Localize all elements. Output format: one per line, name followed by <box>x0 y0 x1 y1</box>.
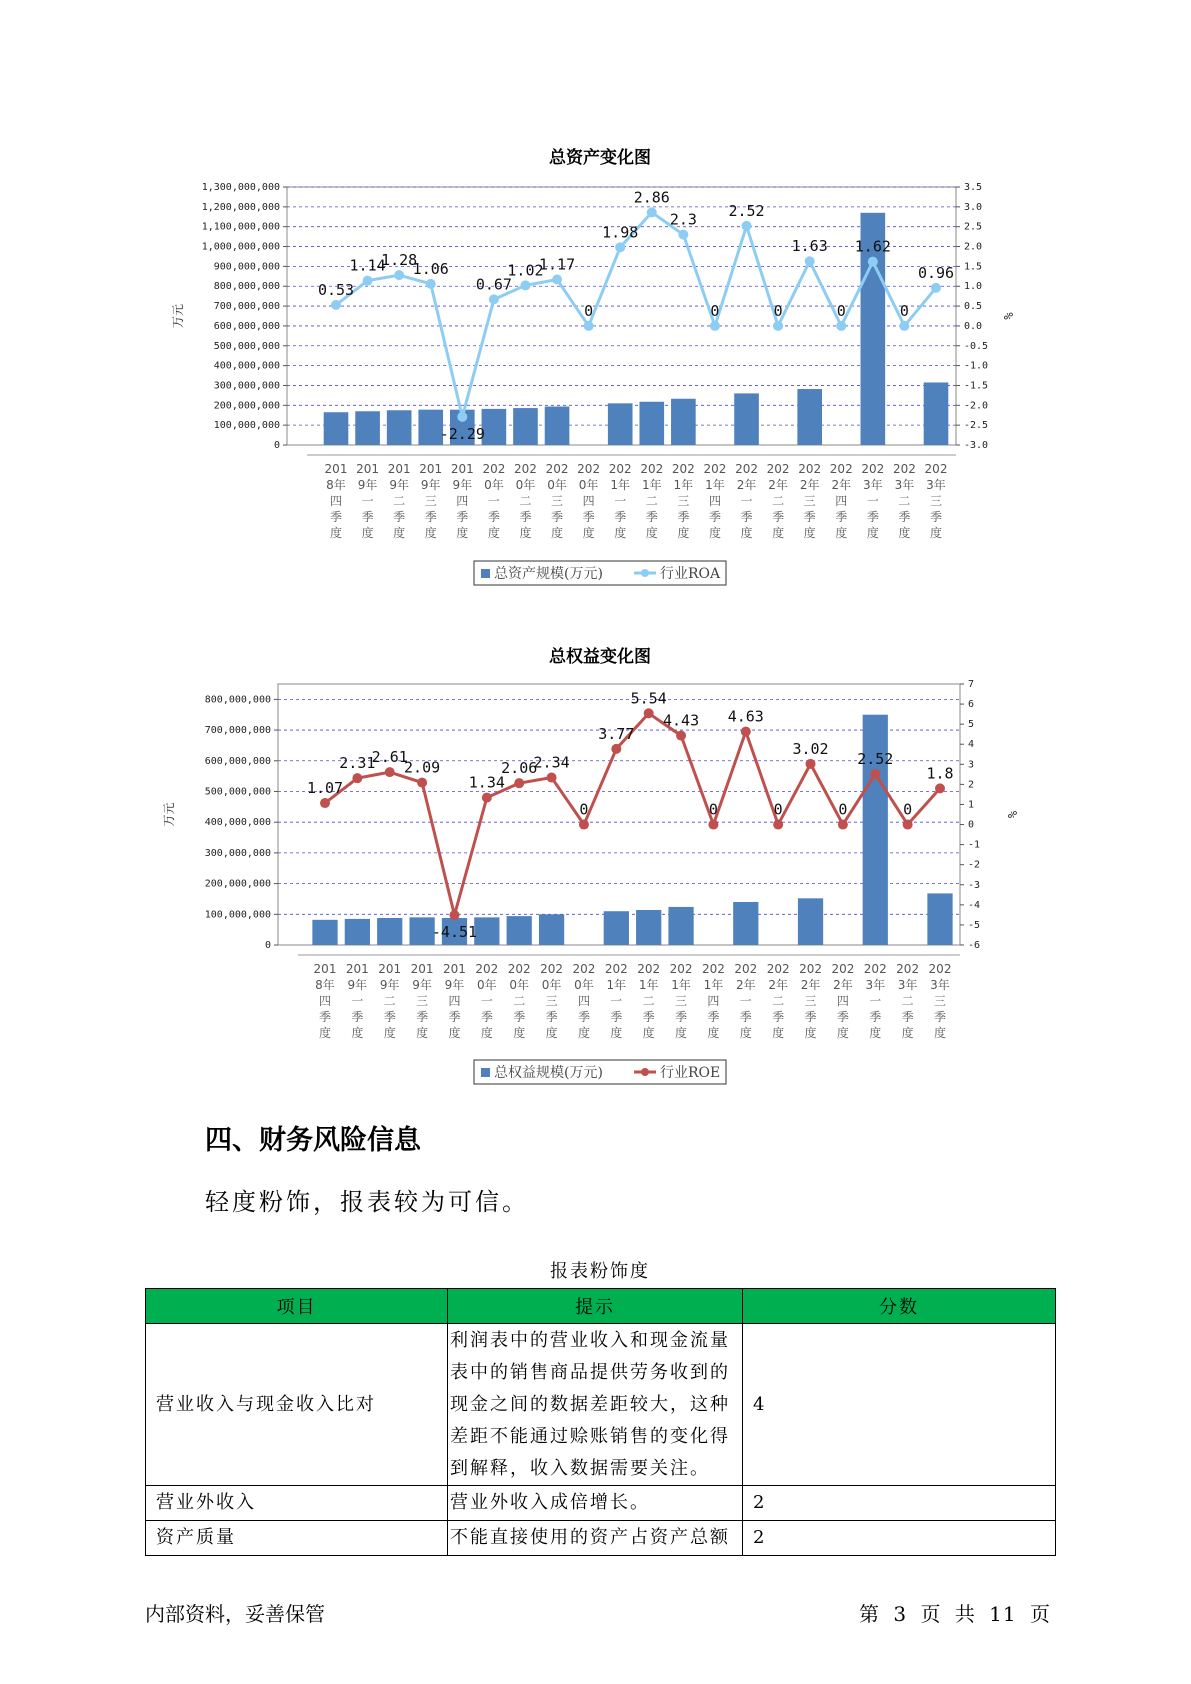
line-point <box>903 820 913 830</box>
left-axis-title: 万元 <box>162 802 176 827</box>
right-tick-label: 1.0 <box>964 281 983 293</box>
right-tick-label: -1 <box>968 839 981 851</box>
category-label: 201 9年二季度 <box>387 462 411 540</box>
category-label: 202 2年四季度 <box>831 962 855 1040</box>
category-label: 201 8年四季度 <box>324 462 348 540</box>
right-tick-label: 0 <box>968 819 975 831</box>
line-point <box>385 767 395 777</box>
data-label: 1.02 <box>507 261 544 280</box>
data-label: 0 <box>708 800 718 819</box>
line-point <box>514 778 524 788</box>
category-label: 202 2年三季度 <box>799 962 822 1040</box>
left-axis-title: 万元 <box>171 303 185 329</box>
right-tick-label: 2.0 <box>964 241 983 253</box>
category-label: 202 0年三季度 <box>545 462 569 540</box>
data-label: 0 <box>773 301 783 320</box>
data-label: 3.77 <box>598 724 635 743</box>
category-label: 202 0年一季度 <box>482 462 506 540</box>
bar <box>474 917 499 945</box>
right-tick-label: 1 <box>968 799 975 811</box>
right-axis-title: % <box>1001 312 1015 320</box>
footer-confidential: 内部资料，妥善保管 <box>145 1602 325 1626</box>
category-label: 202 2年一季度 <box>734 962 758 1040</box>
category-label: 202 1年四季度 <box>701 962 725 1040</box>
right-tick-label: -3 <box>968 879 981 891</box>
category-label: 201 9年三季度 <box>410 962 434 1040</box>
bar <box>798 898 823 945</box>
category-label: 201 9年四季度 <box>450 462 474 540</box>
right-tick-label: 2.5 <box>964 221 983 233</box>
right-tick-label: 4 <box>968 739 975 751</box>
line-point <box>806 759 816 769</box>
category-label: 202 2年二季度 <box>766 462 790 540</box>
data-label: 0.96 <box>917 263 955 282</box>
table-caption: 报表粉饰度 <box>550 1261 650 1282</box>
left-tick-label: 800,000,000 <box>204 694 271 706</box>
bar <box>312 920 337 945</box>
table-header-row <box>146 1289 1056 1324</box>
table-header-hint: 提示 <box>448 1289 743 1324</box>
legend-bar-label: 总资产规模(万元) <box>494 566 603 582</box>
line-point <box>773 820 783 830</box>
category-label: 202 0年二季度 <box>507 962 531 1040</box>
bar <box>377 918 402 945</box>
line-point <box>870 769 880 779</box>
table-row <box>146 1486 1056 1521</box>
data-label: 1.34 <box>468 773 505 792</box>
data-label: 0 <box>899 301 909 320</box>
data-label: -2.29 <box>439 424 485 443</box>
right-tick-label: 1.5 <box>964 261 983 273</box>
plot-frame <box>278 684 960 945</box>
legend-line-marker <box>641 1068 649 1076</box>
category-label: 202 1年二季度 <box>637 962 661 1040</box>
data-label: 4.43 <box>662 711 700 730</box>
right-tick-label: 0.0 <box>964 320 983 332</box>
table-row <box>146 1521 1056 1556</box>
left-tick-label: 1,100,000,000 <box>201 221 280 233</box>
right-tick-label: -1.5 <box>964 380 989 392</box>
footer-page-number: 第 3 页 共 11 页 <box>859 1602 1051 1626</box>
data-label: 1.06 <box>412 259 449 278</box>
right-tick-label: 7 <box>968 679 975 690</box>
left-tick-label: 400,000,000 <box>204 817 271 829</box>
right-tick-label: -4 <box>968 899 981 911</box>
table-cell-score: 2 <box>743 1521 1056 1556</box>
table-cell-item: 营业外收入 <box>146 1486 448 1521</box>
right-tick-label: 5 <box>968 719 975 731</box>
data-label: 2.86 <box>633 188 670 207</box>
left-tick-label: 400,000,000 <box>213 360 280 372</box>
bar <box>507 916 532 945</box>
category-label: 202 3年三季度 <box>928 962 952 1040</box>
data-label: 1.63 <box>791 237 828 256</box>
series-line <box>325 713 940 915</box>
data-label: 3.02 <box>792 739 829 758</box>
line-point <box>547 773 557 783</box>
bar <box>345 919 370 945</box>
right-tick-label: 0.5 <box>964 301 983 313</box>
left-tick-label: 300,000,000 <box>204 847 271 859</box>
category-label: 202 0年一季度 <box>475 962 499 1040</box>
table-header-item: 项目 <box>146 1289 448 1324</box>
line-point <box>708 820 718 830</box>
data-label: 0 <box>773 800 783 819</box>
category-label: 201 9年一季度 <box>345 962 369 1040</box>
left-tick-label: 700,000,000 <box>204 725 271 737</box>
left-tick-label: 500,000,000 <box>213 340 280 352</box>
left-tick-label: 100,000,000 <box>204 909 271 921</box>
category-label: 202 2年三季度 <box>798 462 822 540</box>
data-label: 2.34 <box>533 753 570 772</box>
line-point <box>741 727 751 737</box>
data-label: 1.8 <box>926 764 954 783</box>
bar <box>604 911 629 945</box>
right-tick-label: 6 <box>968 699 975 711</box>
category-label: 202 1年一季度 <box>604 962 628 1040</box>
bar <box>927 893 952 945</box>
data-label: 0 <box>903 800 913 819</box>
line-point <box>320 798 330 808</box>
line-point <box>644 708 654 718</box>
data-label: 0 <box>579 800 589 819</box>
data-label: 2.3 <box>669 210 697 229</box>
category-label: 202 0年三季度 <box>540 962 564 1040</box>
left-tick-label: 700,000,000 <box>213 301 280 313</box>
data-label: 0 <box>584 301 594 320</box>
table-cell-hint: 营业外收入成倍增长。 <box>448 1486 743 1521</box>
category-label: 202 1年三季度 <box>671 462 695 540</box>
category-label: 202 0年四季度 <box>572 962 596 1040</box>
left-tick-label: 1,300,000,000 <box>201 182 280 193</box>
line-point <box>417 778 427 788</box>
left-tick-label: 300,000,000 <box>213 380 280 392</box>
category-label: 202 2年一季度 <box>735 462 758 540</box>
left-tick-label: 200,000,000 <box>213 400 280 412</box>
right-tick-label: -2 <box>968 859 981 871</box>
category-label: 202 1年二季度 <box>640 462 664 540</box>
category-label: 202 1年四季度 <box>703 462 727 540</box>
data-label: 1.62 <box>854 237 891 256</box>
table-row <box>146 1324 1056 1486</box>
category-label: 202 3年一季度 <box>861 462 885 540</box>
legend-bar-swatch <box>481 1068 490 1077</box>
right-tick-label: -2.0 <box>964 400 989 412</box>
line-point <box>838 820 848 830</box>
category-label: 202 2年二季度 <box>766 962 790 1040</box>
left-tick-label: 1,200,000,000 <box>201 201 280 213</box>
data-label: 1.98 <box>602 223 639 242</box>
bar <box>539 914 564 945</box>
data-label: 2.06 <box>501 759 538 778</box>
data-label: 1.17 <box>538 255 576 274</box>
line-point <box>482 793 492 803</box>
table-cell-score: 4 <box>743 1324 1056 1486</box>
category-label: 202 0年二季度 <box>514 462 537 540</box>
left-tick-label: 100,000,000 <box>213 420 280 432</box>
line-point <box>352 773 362 783</box>
right-tick-label: -3.0 <box>964 440 989 451</box>
table-cell-hint: 利润表中的营业收入和现金流量表中的销售商品提供劳务收到的现金之间的数据差距较大，这种差距不能通过赊账销售的变化得到解释，收入数据需要关注。 <box>448 1324 743 1486</box>
category-label: 202 3年一季度 <box>863 962 887 1040</box>
right-tick-label: -2.5 <box>964 420 989 432</box>
data-label: 1.14 <box>349 256 386 275</box>
right-tick-label: -5 <box>968 919 981 931</box>
category-label: 202 0年四季度 <box>577 462 601 540</box>
section-body: 轻度粉饰，报表较为可信。 <box>205 1188 529 1216</box>
left-tick-label: 800,000,000 <box>213 281 280 293</box>
category-label: 202 1年一季度 <box>608 462 632 540</box>
legend-line-label: 行业ROA <box>660 566 721 582</box>
section-heading: 四、财务风险信息 <box>205 1125 421 1156</box>
chart2-title: 总权益变化图 <box>549 647 651 667</box>
table-cell-score: 2 <box>743 1486 1056 1521</box>
category-label: 201 9年四季度 <box>443 962 466 1040</box>
bar <box>668 907 693 945</box>
category-label: 202 2年四季度 <box>829 462 853 540</box>
data-label: 0.53 <box>317 280 355 299</box>
table-cell-hint: 不能直接使用的资产占资产总额 <box>448 1521 743 1556</box>
left-tick-label: 500,000,000 <box>204 786 271 798</box>
line-point <box>579 820 589 830</box>
category-label: 202 1年三季度 <box>669 962 693 1040</box>
line-point <box>611 744 621 754</box>
left-tick-label: 200,000,000 <box>204 878 271 890</box>
legend-line-label: 行业ROE <box>660 1065 721 1081</box>
left-tick-label: 0 <box>264 940 271 951</box>
right-tick-label: -6 <box>968 940 981 951</box>
right-tick-label: 3.5 <box>964 182 983 193</box>
table-cell-item: 资产质量 <box>146 1521 448 1556</box>
data-label: 0.67 <box>475 275 512 294</box>
data-label: 5.54 <box>630 689 667 708</box>
right-tick-label: -0.5 <box>964 340 989 352</box>
category-label: 201 9年一季度 <box>356 462 380 540</box>
data-label: 1.07 <box>306 779 344 798</box>
chart1-title: 总资产变化图 <box>549 148 651 168</box>
left-tick-label: 600,000,000 <box>213 320 280 332</box>
category-label: 201 9年三季度 <box>419 462 443 540</box>
category-label: 202 3年二季度 <box>892 462 916 540</box>
line-point <box>935 783 945 793</box>
left-tick-label: 600,000,000 <box>204 755 271 767</box>
data-label: 2.09 <box>404 758 441 777</box>
right-tick-label: 3.0 <box>964 201 983 213</box>
bar <box>636 910 661 945</box>
data-label: 4.63 <box>727 707 764 726</box>
left-tick-label: 0 <box>273 440 280 451</box>
table-cell-item: 营业收入与现金收入比对 <box>146 1324 448 1486</box>
data-label: 0 <box>838 800 848 819</box>
data-label: -4.51 <box>431 923 478 942</box>
data-label: 0 <box>836 301 846 320</box>
right-tick-label: -1.0 <box>964 360 989 372</box>
left-tick-label: 900,000,000 <box>213 261 280 273</box>
right-tick-label: 2 <box>968 779 975 791</box>
right-tick-label: 3 <box>968 759 975 771</box>
left-tick-label: 1,000,000,000 <box>201 241 280 253</box>
category-label: 201 8年四季度 <box>313 962 337 1040</box>
data-label: 2.52 <box>857 749 894 768</box>
legend-bar-label: 总权益规模(万元) <box>494 1065 603 1081</box>
category-label: 202 3年三季度 <box>924 462 948 540</box>
data-label: 2.31 <box>339 754 376 773</box>
risk-table <box>145 1288 1056 1556</box>
category-label: 201 9年二季度 <box>378 962 402 1040</box>
category-label: 202 3年二季度 <box>896 962 920 1040</box>
line-point <box>449 910 459 920</box>
bar <box>733 902 758 945</box>
table-header-score: 分数 <box>743 1289 1056 1324</box>
data-label: 0 <box>710 301 720 320</box>
line-point <box>676 731 686 741</box>
data-label: 2.52 <box>728 201 765 220</box>
right-axis-title: % <box>1005 810 1019 819</box>
data-label: 1.28 <box>381 251 418 270</box>
data-label: 2.61 <box>371 748 408 767</box>
